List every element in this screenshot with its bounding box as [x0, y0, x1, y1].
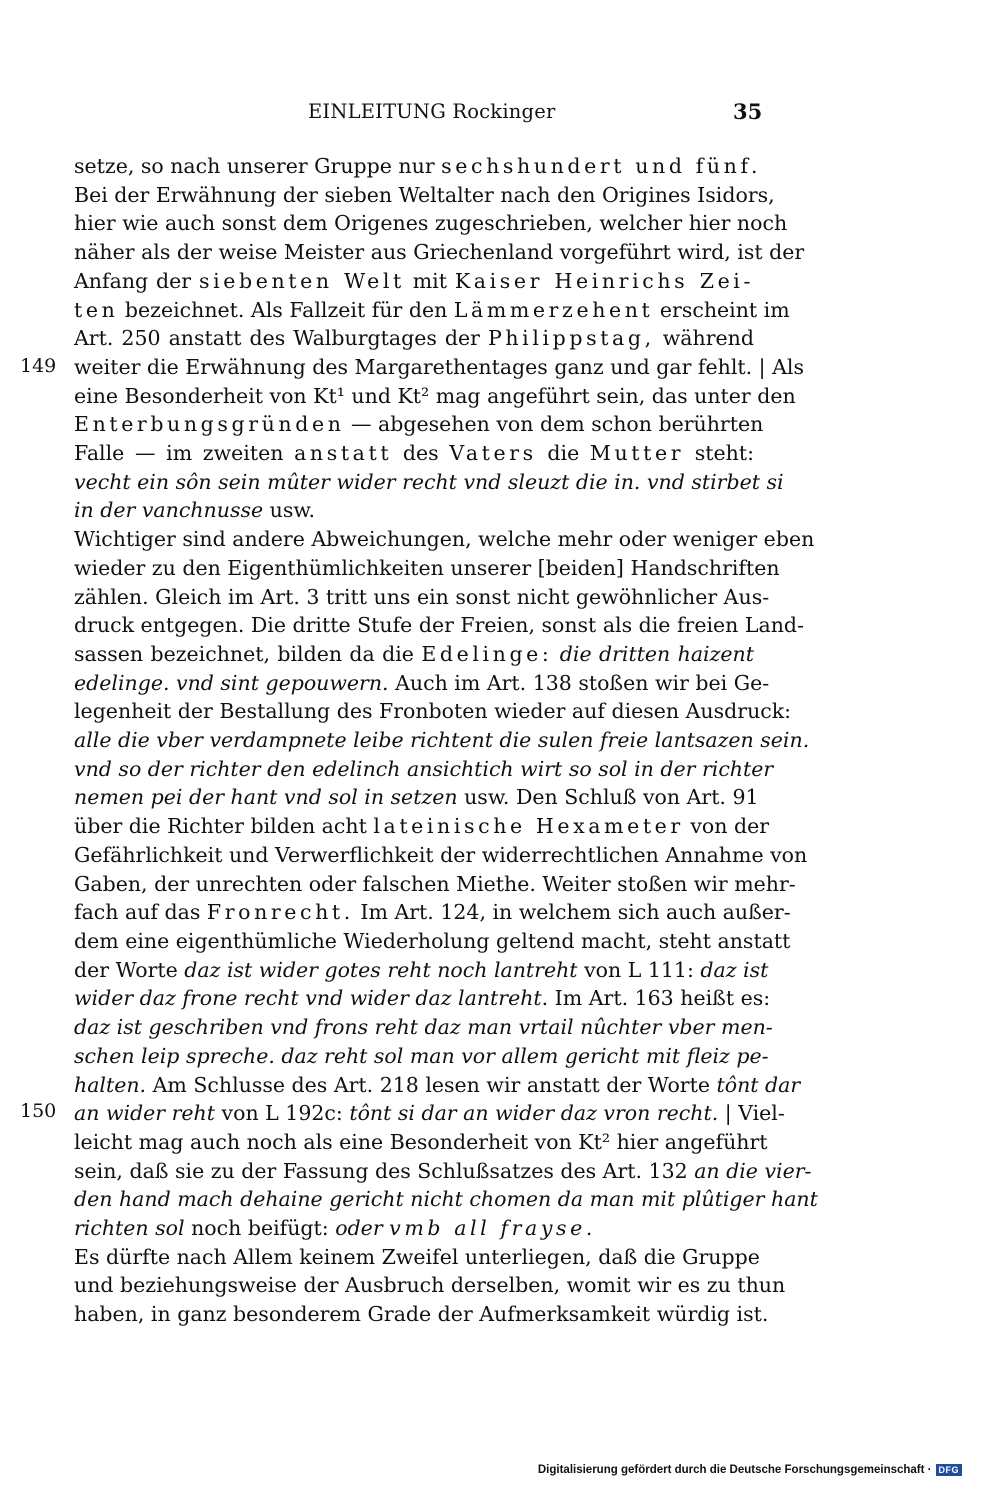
- credit-text: Digitalisierung gefördert durch die Deutsche Forschungsgemeinschaft ·: [537, 1464, 932, 1476]
- text-line: [74, 554, 780, 583]
- text-segment: edelinge. vnd sint gepouwern.: [74, 670, 389, 695]
- text-line: [74, 984, 771, 1013]
- text-segment: [552, 642, 559, 666]
- text-segment: Philippstag,: [487, 326, 655, 351]
- text-segment: den hand mach dehaine gericht nicht chomen da man mit plûtiger hant: [74, 1187, 818, 1212]
- text-segment: | Viel-: [718, 1101, 785, 1126]
- text-segment: von L 111:: [577, 957, 701, 982]
- text-line: [74, 1214, 754, 1243]
- text-segment: Mutter: [589, 441, 685, 466]
- text-segment: näher als der weise Meister aus Griechenland vorgeführt wird, ist der: [74, 240, 805, 265]
- text-line: [74, 525, 815, 554]
- text-segment: an die vier-: [694, 1158, 812, 1183]
- text-line: [74, 353, 804, 382]
- text-line: [74, 1243, 760, 1272]
- text-line: [74, 1042, 769, 1071]
- text-line: [74, 583, 770, 612]
- text-segment: Vaters: [449, 441, 537, 466]
- text-line: [74, 927, 791, 956]
- text-segment: die dritten haizent: [559, 641, 754, 666]
- text-line: [74, 209, 788, 238]
- text-line: [74, 1128, 768, 1157]
- digitization-credit: [538, 1464, 962, 1476]
- text-line: [74, 640, 754, 669]
- text-segment: oder: [335, 1216, 390, 1241]
- text-line: [74, 382, 796, 411]
- text-line: [74, 1300, 769, 1329]
- text-segment: vnd so der richter den edelinch ansichtich wirt so sol in der richter: [74, 756, 774, 781]
- text-segment: Lämmerzehent: [453, 297, 654, 322]
- text-line: [74, 812, 770, 841]
- text-line: [74, 181, 775, 210]
- text-segment: usw. Den Schluß von Art. 91: [457, 785, 759, 810]
- text-segment: Es dürfte nach Allem keinem Zweifel unterliegen, daß die Gruppe: [74, 1244, 760, 1269]
- text-segment: usw.: [263, 498, 315, 523]
- margin-number: 149: [20, 355, 57, 377]
- text-segment: halten.: [74, 1072, 147, 1097]
- text-segment: alle die vber verdampnete leibe richtent die sulen freie lantsazen sein.: [74, 728, 810, 753]
- text-segment: weiter die Erwähnung des Margarethentages ganz und gar fehlt. | Als: [74, 354, 804, 379]
- text-line: [74, 1071, 801, 1100]
- text-segment: Wichtiger sind andere Abweichungen, welche mehr oder weniger eben: [74, 527, 815, 552]
- text-segment: Gaben, der unrechten oder falschen Miethe. Weiter stoßen wir mehr-: [74, 871, 796, 896]
- text-segment: sassen bezeichnet, bilden da die: [74, 641, 422, 666]
- text-segment: Gefährlichkeit und Verwerflichkeit der widerrechtlichen Annahme von: [74, 842, 808, 867]
- text-segment: nemen pei der hant vnd sol in setzen: [74, 785, 458, 810]
- text-segment: Kaiser Heinrichs Zei-: [454, 268, 754, 293]
- text-line: [74, 726, 810, 755]
- text-line: [74, 870, 796, 899]
- text-segment: tônt si dar an wider daz vron recht.: [349, 1101, 719, 1126]
- text-segment: Im Art. 124, in welchem sich auch außer-: [353, 900, 791, 925]
- text-segment: daz ist wider gotes reht noch lantreht: [184, 957, 578, 982]
- text-segment: leicht mag auch noch als eine Besonderheit von Kt² hier angeführt: [74, 1129, 768, 1154]
- text-segment: wieder zu den Eigenthümlichkeiten unserer [beiden] Handschriften: [74, 555, 780, 580]
- dfg-logo: DFG: [936, 1464, 963, 1476]
- text-segment: eine Besonderheit von Kt¹ und Kt² mag angeführt sein, das unter den: [74, 383, 796, 408]
- text-segment: Am Schlusse des Art. 218 lesen wir anstatt der Worte: [146, 1072, 717, 1097]
- text-segment: von L 192c:: [215, 1101, 350, 1126]
- text-line: [74, 669, 770, 698]
- text-segment: Bei der Erwähnung der sieben Weltalter nach den Origines Isidors,: [74, 182, 775, 207]
- text-segment: Edelinge:: [421, 641, 553, 666]
- text-segment: dem eine eigenthümliche Wiederholung geltend macht, steht anstatt: [74, 928, 791, 953]
- text-segment: und beziehungsweise der Ausbruch derselben, womit wir es zu thun: [74, 1273, 786, 1298]
- text-line: [74, 238, 805, 267]
- text-segment: daz ist: [700, 957, 769, 982]
- text-segment: steht:: [684, 441, 755, 466]
- text-segment: wider daz frone recht vnd wider daz lantreht.: [74, 986, 549, 1011]
- text-line: [74, 496, 754, 525]
- text-segment: Art. 250 anstatt des Walburgtages der: [74, 326, 488, 351]
- text-line: [74, 1013, 773, 1042]
- text-segment: daz ist geschriben vnd frons reht daz man vrtail nûchter vber men-: [74, 1015, 773, 1040]
- text-line: [74, 1157, 812, 1186]
- text-segment: Im Art. 163 heißt es:: [548, 986, 771, 1011]
- text-line: [74, 410, 764, 439]
- text-line: [74, 152, 762, 181]
- text-line: [74, 296, 790, 325]
- text-segment: tônt dar: [716, 1072, 801, 1097]
- text-line: [74, 783, 759, 812]
- text-line: [74, 439, 754, 468]
- text-segment: die: [536, 441, 590, 466]
- text-segment: richten sol: [74, 1216, 185, 1241]
- margin-number: 150: [20, 1100, 57, 1122]
- text-segment: sein, daß sie zu der Fassung des Schlußsatzes des Art. 132: [74, 1158, 695, 1183]
- text-segment: der Worte: [74, 957, 185, 982]
- text-segment: bezeichnet. Als Fallzeit für den: [118, 297, 454, 322]
- text-segment: noch beifügt:: [184, 1216, 336, 1241]
- text-line: [74, 611, 804, 640]
- text-segment: legenheit der Bestallung des Fronboten wieder auf diesen Ausdruck:: [74, 699, 792, 724]
- text-segment: ten: [74, 297, 119, 322]
- text-segment: Anfang der: [74, 268, 199, 293]
- text-line: [74, 324, 754, 353]
- text-segment: sechshundert und fünf.: [441, 154, 762, 178]
- text-segment: vecht ein sôn sein mûter wider recht vnd sleuzt die in. vnd stirbet si: [74, 469, 784, 494]
- text-segment: erscheint im: [653, 297, 790, 322]
- text-segment: des: [392, 441, 450, 466]
- text-line: [74, 1271, 786, 1300]
- text-segment: mit: [404, 268, 455, 293]
- text-segment: schen leip spreche. daz reht sol man vor allem gericht mit fleiz pe-: [74, 1043, 769, 1068]
- text-segment: zählen. Gleich im Art. 3 tritt uns ein sonst nicht gewöhnlicher Aus-: [74, 584, 770, 609]
- text-segment: Auch im Art. 138 stoßen wir bei Ge-: [388, 670, 770, 695]
- text-segment: lateinische Hexameter: [373, 814, 684, 839]
- text-segment: von der: [683, 814, 770, 839]
- text-segment: an wider reht: [74, 1101, 215, 1126]
- text-segment: haben, in ganz besonderem Grade der Aufmerksamkeit würdig ist.: [74, 1302, 769, 1327]
- text-segment: fach auf das: [74, 900, 207, 925]
- text-segment: vmb all frayse.: [389, 1216, 597, 1241]
- text-line: [74, 956, 769, 985]
- text-segment: setze, so nach unserer Gruppe nur: [74, 154, 442, 178]
- text-segment: hier wie auch sonst dem Origenes zugeschrieben, welcher hier noch: [74, 211, 788, 236]
- page-number: 35: [733, 99, 763, 124]
- text-line: [74, 1099, 785, 1128]
- text-segment: während: [654, 326, 754, 351]
- text-line: [74, 697, 792, 726]
- text-segment: Falle — im zweiten: [74, 441, 295, 466]
- body-text: [74, 152, 818, 1329]
- text-segment: siebenten Welt: [198, 268, 405, 293]
- text-segment: — abgesehen von dem schon berührten: [344, 412, 764, 437]
- text-line: [74, 755, 774, 784]
- text-segment: anstatt: [294, 441, 393, 466]
- text-line: [74, 468, 784, 497]
- text-segment: in der vanchnusse: [74, 498, 264, 523]
- text-segment: Fronrecht.: [206, 900, 354, 925]
- text-segment: druck entgegen. Die dritte Stufe der Freien, sonst als die freien Land-: [74, 613, 804, 638]
- text-line: [74, 841, 808, 870]
- text-segment: über die Richter bilden acht: [74, 814, 374, 839]
- text-line: [74, 898, 791, 927]
- running-header-title: EINLEITUNG Rockinger: [308, 100, 556, 123]
- text-segment: Enterbungsgründen: [74, 412, 345, 437]
- text-line: [74, 1185, 818, 1214]
- text-line: [74, 267, 754, 296]
